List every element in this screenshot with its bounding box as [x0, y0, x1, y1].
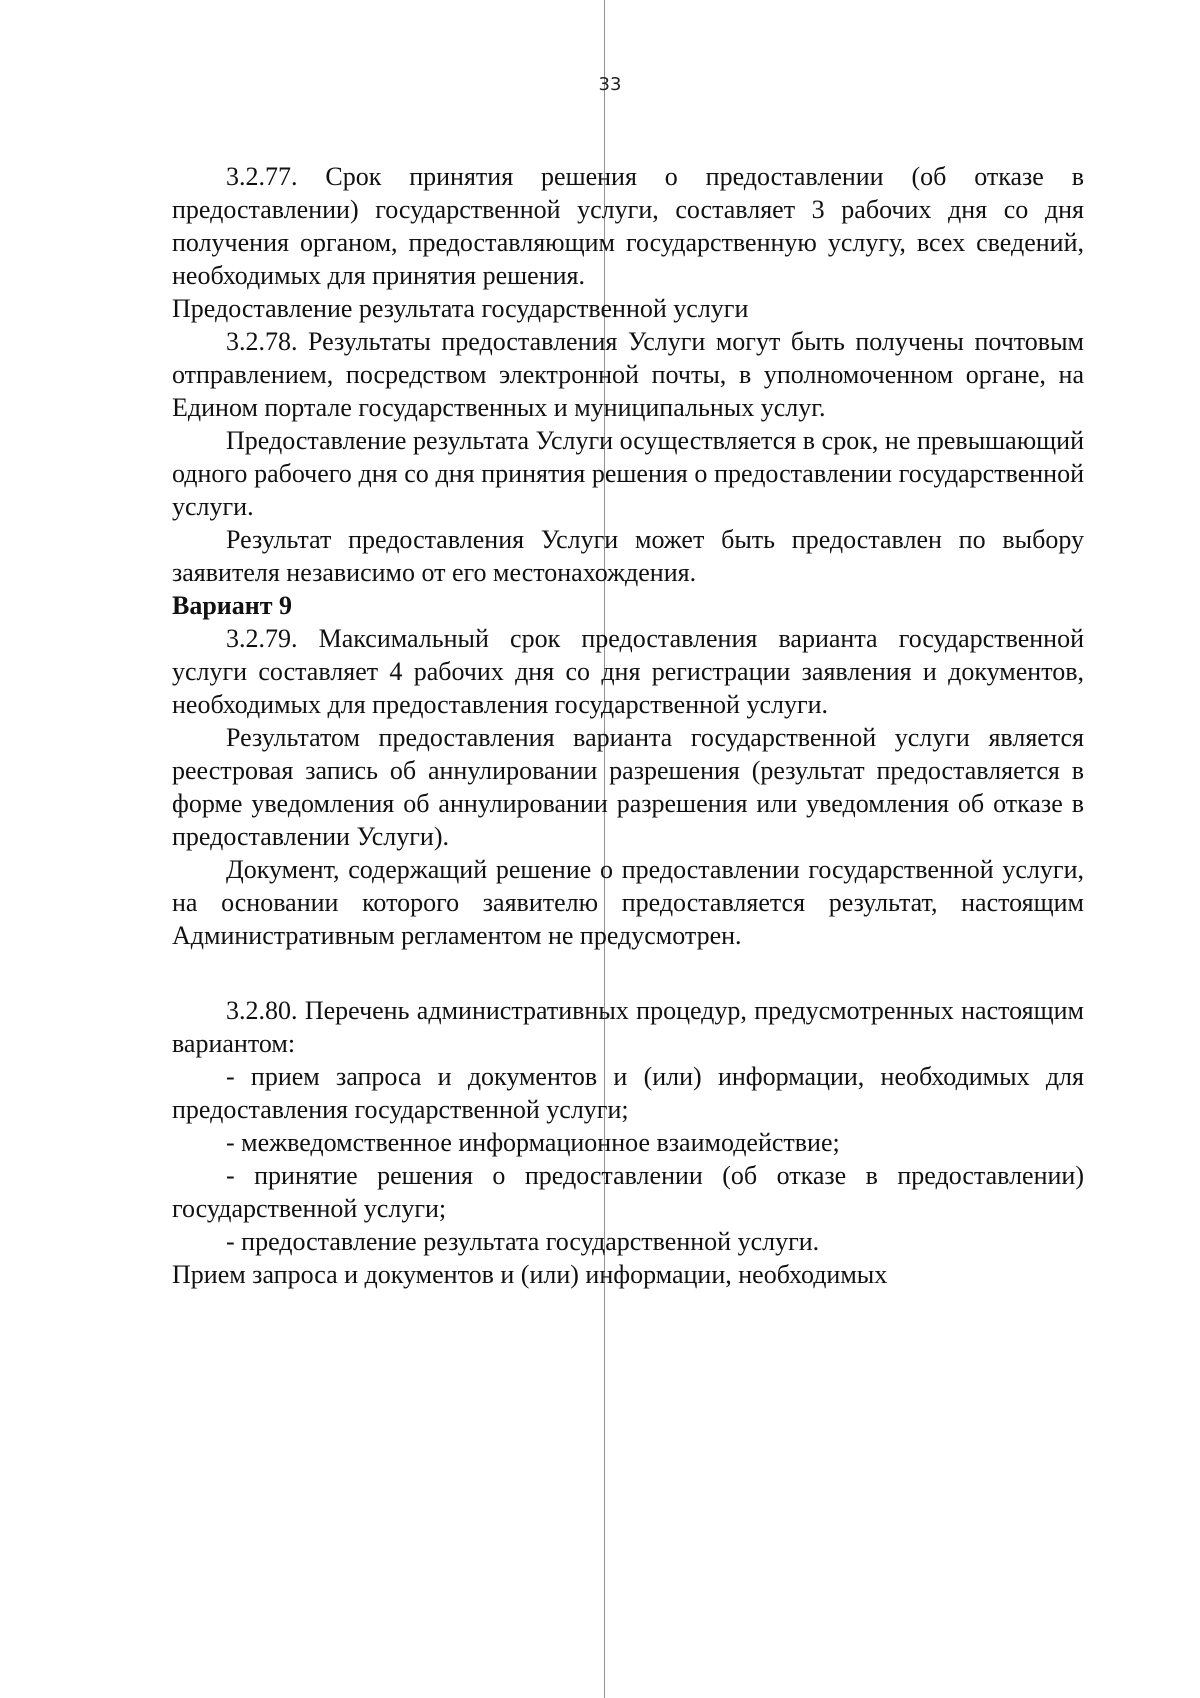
paragraph-3-2-77: 3.2.77. Срок принятия решения о предоставлении (об отказе в предоставлении) государственной услуги, составляет 3 рабочих дня со дня получения органом, предоставляющим государственную услугу, всех сведений, необходимых для принятия решения. [172, 162, 1084, 290]
procedure-list-item: - принятие решения о предоставлении (об отказе в предоставлении) государственной услуги; [172, 1161, 1084, 1223]
page-number: 33 [598, 74, 622, 95]
paragraph-result-term: Предоставление результата Услуги осуществляется в срок, не превышающий одного рабочего дня со дня принятия решения о предоставлении государственной услуги. [172, 426, 1084, 521]
procedure-list-item: - предоставление результата государственной услуги. [226, 1227, 820, 1256]
paragraph-decision-document: Документ, содержащий решение о предоставлении государственной услуги, на основании которого заявителю предоставляется результат, настоящим Административным регламентом не предусмотрен. [172, 855, 1084, 950]
paragraph-3-2-79: 3.2.79. Максимальный срок предоставления варианта государственной услуги составляет 4 рабочих дня со дня регистрации заявления и документов, необходимых для предоставления государственной услуги. [172, 624, 1084, 719]
variant-heading: Вариант 9 [172, 591, 293, 620]
paragraph-result-choice: Результат предоставления Услуги может быть предоставлен по выбору заявителя независимо от его местонахождения. [172, 525, 1084, 587]
paragraph-variant-result: Результатом предоставления варианта государственной услуги является реестровая запись об аннулировании разрешения (результат предоставляется в форме уведомления об аннулировании разрешения или уведомления об отказе в предоставлении Услуги). [172, 723, 1084, 851]
document-body [172, 160, 1084, 1291]
procedure-list-item: - межведомственное информационное взаимодействие; [226, 1128, 840, 1157]
paragraph-3-2-78: 3.2.78. Результаты предоставления Услуги могут быть получены почтовым отправлением, посредством электронной почты, в уполномоченном органе, на Едином портале государственных и муниципальных услуг. [172, 327, 1084, 422]
paragraph-3-2-80: 3.2.80. Перечень административных процедур, предусмотренных настоящим вариантом: [172, 996, 1084, 1058]
section-heading-result: Предоставление результата государственной услуги [172, 294, 749, 323]
section-heading-request: Прием запроса и документов и (или) информации, необходимых [172, 1260, 888, 1289]
procedure-list-item: - прием запроса и документов и (или) информации, необходимых для предоставления государственной услуги; [172, 1062, 1084, 1124]
